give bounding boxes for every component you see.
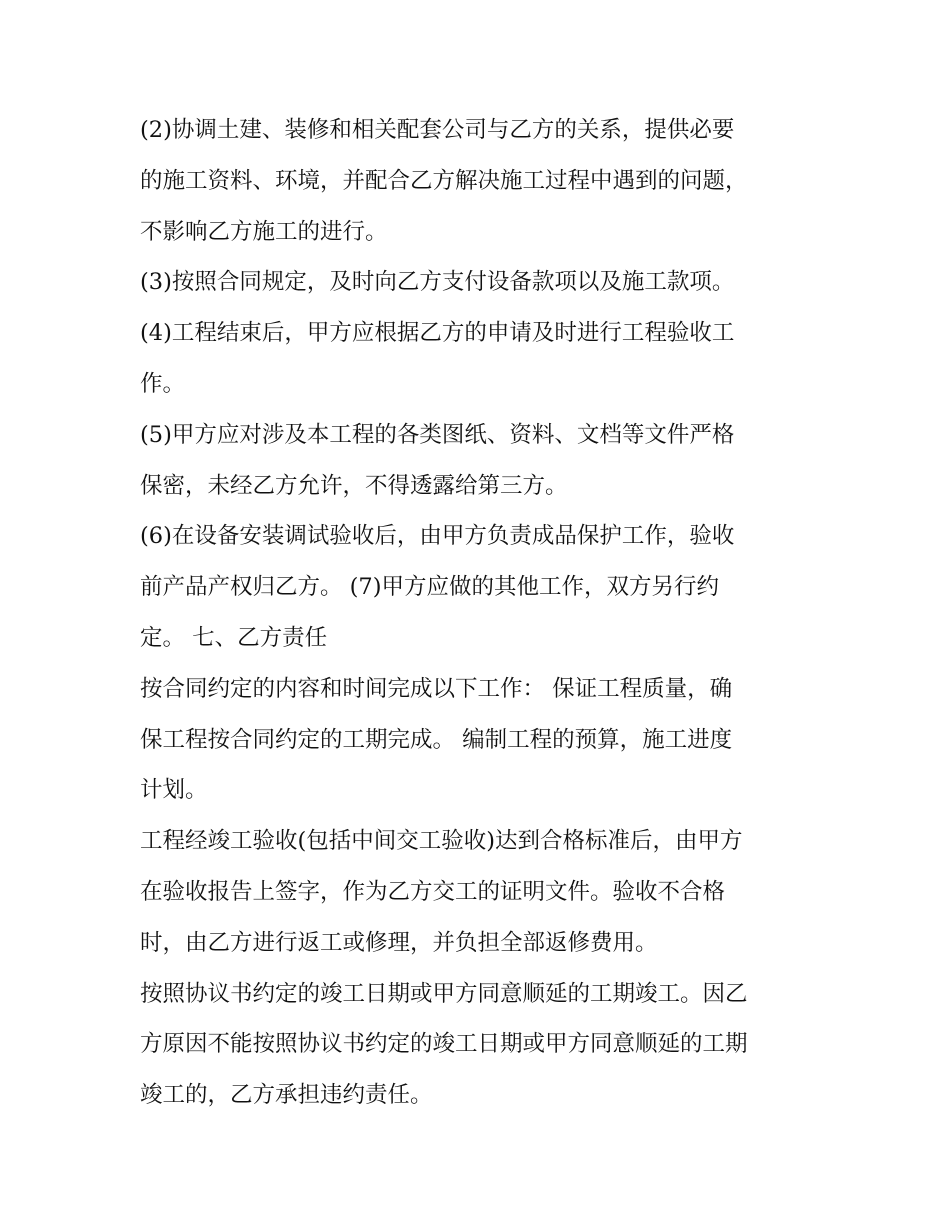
text-line: 保工程按合同约定的工期完成。 编制工程的预算，施工进度	[140, 726, 733, 753]
text-line: 计划。	[140, 777, 208, 804]
text-line: 的施工资料、环境，并配合乙方解决施工过程中遇到的问题，	[140, 167, 748, 194]
text-line: 方原因不能按照协议书约定的竣工日期或甲方同意顺延的工期	[140, 1031, 748, 1058]
text-line: 按照协议书约定的竣工日期或甲方同意顺延的工期竣工。因乙	[140, 980, 748, 1007]
text-line: (4)工程结束后，甲方应根据乙方的申请及时进行工程验收工	[140, 320, 735, 347]
text-line: 定。 七、乙方责任	[140, 624, 328, 651]
text-line: 不影响乙方施工的进行。	[140, 218, 388, 245]
text-line: (3)按照合同规定，及时向乙方支付设备款项以及施工款项。	[140, 269, 735, 296]
text-line: (5)甲方应对涉及本工程的各类图纸、资料、文档等文件严格	[140, 421, 735, 448]
text-line: (6)在设备安装调试验收后，由甲方负责成品保护工作，验收	[140, 523, 735, 550]
document-body	[140, 105, 830, 1121]
text-line: 工程经竣工验收(包括中间交工验收)达到合格标准后，由甲方	[140, 828, 743, 855]
text-line: (2)协调土建、装修和相关配套公司与乙方的关系，提供必要	[140, 117, 735, 143]
text-line: 保密，未经乙方允许，不得透露给第三方。	[140, 472, 568, 499]
text-line: 作。	[140, 370, 186, 397]
text-line: 时，由乙方进行返工或修理，并负担全部返修费用。	[140, 929, 658, 956]
text-line: 竣工的，乙方承担违约责任。	[140, 1082, 433, 1109]
text-line: 在验收报告上签字，作为乙方交工的证明文件。验收不合格	[140, 878, 726, 905]
text-line: 前产品产权归乙方。 (7)甲方应做的其他工作，双方另行约	[140, 574, 720, 601]
text-line: 按合同约定的内容和时间完成以下工作： 保证工程质量，确	[140, 675, 733, 702]
